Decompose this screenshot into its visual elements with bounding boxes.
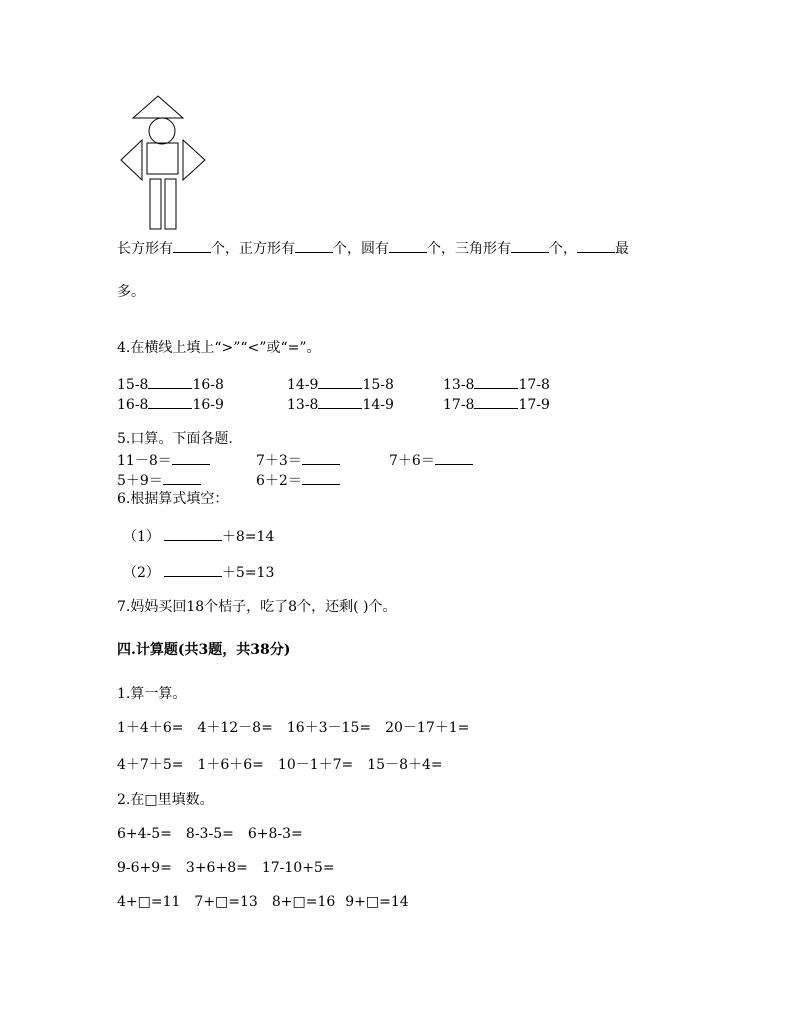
head-triangle xyxy=(133,96,183,118)
answer-blank[interactable] xyxy=(172,450,210,465)
section-heading: 四.计算题(共3题，共38分) xyxy=(117,642,291,658)
calc-row: 9-6+9= 3+6+8= 17-10+5= xyxy=(117,860,335,876)
answer-blank[interactable] xyxy=(302,470,340,485)
left-arm-triangle xyxy=(121,140,142,180)
shapes-robot-figure xyxy=(117,94,211,234)
calc-row: 1＋4＋6= 4＋12－8= 16＋3－15= 20－17＋1= xyxy=(117,720,470,736)
compare-row: 13-8 14-9 xyxy=(287,394,394,415)
left-leg-rectangle xyxy=(150,179,161,229)
answer-blank[interactable] xyxy=(577,238,615,253)
question-5-title: 5.口算。下面各题. xyxy=(117,431,233,447)
calc-row: 4+□=11 7+□=13 8+□=16 9+□=14 xyxy=(117,894,409,910)
answer-blank[interactable] xyxy=(164,526,222,541)
oral-calc-item: 11－8＝ xyxy=(117,450,210,471)
compare-blank[interactable] xyxy=(474,394,518,409)
fill-equation: （1） ＋8=14 xyxy=(123,526,274,547)
right-arm-triangle xyxy=(183,140,205,180)
answer-blank[interactable] xyxy=(295,238,333,253)
oral-calc-item: 7＋3＝ xyxy=(256,450,340,471)
answer-blank[interactable] xyxy=(511,238,549,253)
answer-blank[interactable] xyxy=(389,238,427,253)
question-7: 7.妈妈买回18个桔子，吃了8个，还剩( )个。 xyxy=(117,599,397,615)
calc-row: 6+4-5= 8-3-5= 6+8-3= xyxy=(117,826,303,842)
compare-blank[interactable] xyxy=(148,394,192,409)
compare-row: 16-8 16-9 xyxy=(117,394,224,415)
answer-blank[interactable] xyxy=(173,238,211,253)
answer-blank[interactable] xyxy=(164,562,222,577)
right-leg-rectangle xyxy=(165,179,176,229)
body-square xyxy=(147,143,178,174)
question-4-title: 4.在横线上填上“>”“<”或“=”。 xyxy=(117,340,321,356)
head-circle xyxy=(149,118,175,144)
compare-blank[interactable] xyxy=(148,374,192,389)
compare-blank[interactable] xyxy=(474,374,518,389)
answer-blank[interactable] xyxy=(435,450,473,465)
question-6-title: 6.根据算式填空： xyxy=(117,491,229,507)
calc-row: 4＋7＋5= 1＋6＋6= 10－1＋7= 15－8＋4= xyxy=(117,757,443,773)
fill-equation: （2） ＋5=13 xyxy=(123,562,274,583)
compare-row: 15-8 16-8 xyxy=(117,374,224,395)
compare-row: 17-8 17-9 xyxy=(443,394,550,415)
shape-count-question: 长方形有 个，正方形有 个，圆有 个，三角形有 个， 最 xyxy=(117,238,629,259)
calc-1-title: 1.算一算。 xyxy=(117,686,187,702)
shape-count-question-end: 多。 xyxy=(117,284,145,300)
answer-blank[interactable] xyxy=(302,450,340,465)
answer-blank[interactable] xyxy=(163,470,201,485)
oral-calc-item: 5＋9＝ xyxy=(117,470,201,491)
compare-row: 14-9 15-8 xyxy=(287,374,394,395)
compare-blank[interactable] xyxy=(318,374,362,389)
oral-calc-item: 7＋6＝ xyxy=(389,450,473,471)
calc-2-title: 2.在□里填数。 xyxy=(117,792,214,808)
oral-calc-item: 6＋2＝ xyxy=(256,470,340,491)
compare-blank[interactable] xyxy=(318,394,362,409)
compare-row: 13-8 17-8 xyxy=(443,374,550,395)
